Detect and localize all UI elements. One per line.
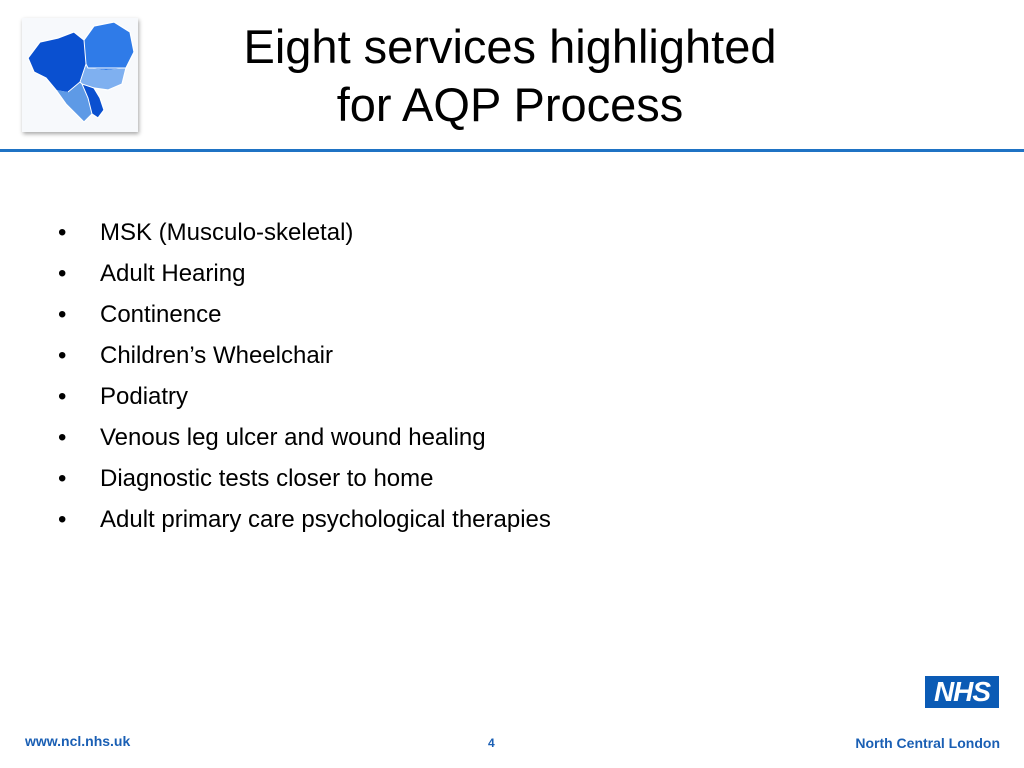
bullet-icon: • <box>58 465 67 492</box>
list-item <box>58 335 551 376</box>
ncl-map-logo-icon <box>22 18 138 132</box>
slide-title <box>150 18 870 134</box>
list-item <box>58 376 551 417</box>
list-item-text: MSK (Musculo-skeletal) <box>100 219 354 246</box>
list-item-text: Venous leg ulcer and wound healing <box>100 424 486 451</box>
title-line-2: for AQP Process <box>336 78 684 131</box>
service-list <box>58 212 551 540</box>
list-item <box>58 253 551 294</box>
list-item-text: Adult primary care psychological therapies <box>100 506 551 533</box>
bullet-icon: • <box>58 301 67 328</box>
nhs-logo: NHS <box>925 676 999 708</box>
list-item-text: Diagnostic tests closer to home <box>100 465 434 492</box>
title-divider <box>0 149 1024 152</box>
bullet-icon: • <box>58 424 67 451</box>
list-item <box>58 212 551 253</box>
bullet-icon: • <box>58 260 67 287</box>
list-item-text: Children’s Wheelchair <box>100 342 333 369</box>
page-number: 4 <box>488 736 495 750</box>
bullet-icon: • <box>58 219 67 246</box>
list-item <box>58 499 551 540</box>
list-item <box>58 417 551 458</box>
org-name: North Central London <box>855 735 1000 751</box>
bullet-icon: • <box>58 506 67 533</box>
list-item <box>58 294 551 335</box>
list-item-text: Adult Hearing <box>100 260 246 287</box>
map-region-barnet <box>28 32 86 92</box>
bullet-icon: • <box>58 342 67 369</box>
list-item-text: Continence <box>100 301 222 328</box>
footer-url-link[interactable]: www.ncl.nhs.uk <box>25 733 131 749</box>
list-item-text: Podiatry <box>100 383 189 410</box>
title-line-1: Eight services highlighted <box>243 20 777 73</box>
bullet-icon: • <box>58 383 67 410</box>
list-item <box>58 458 551 499</box>
